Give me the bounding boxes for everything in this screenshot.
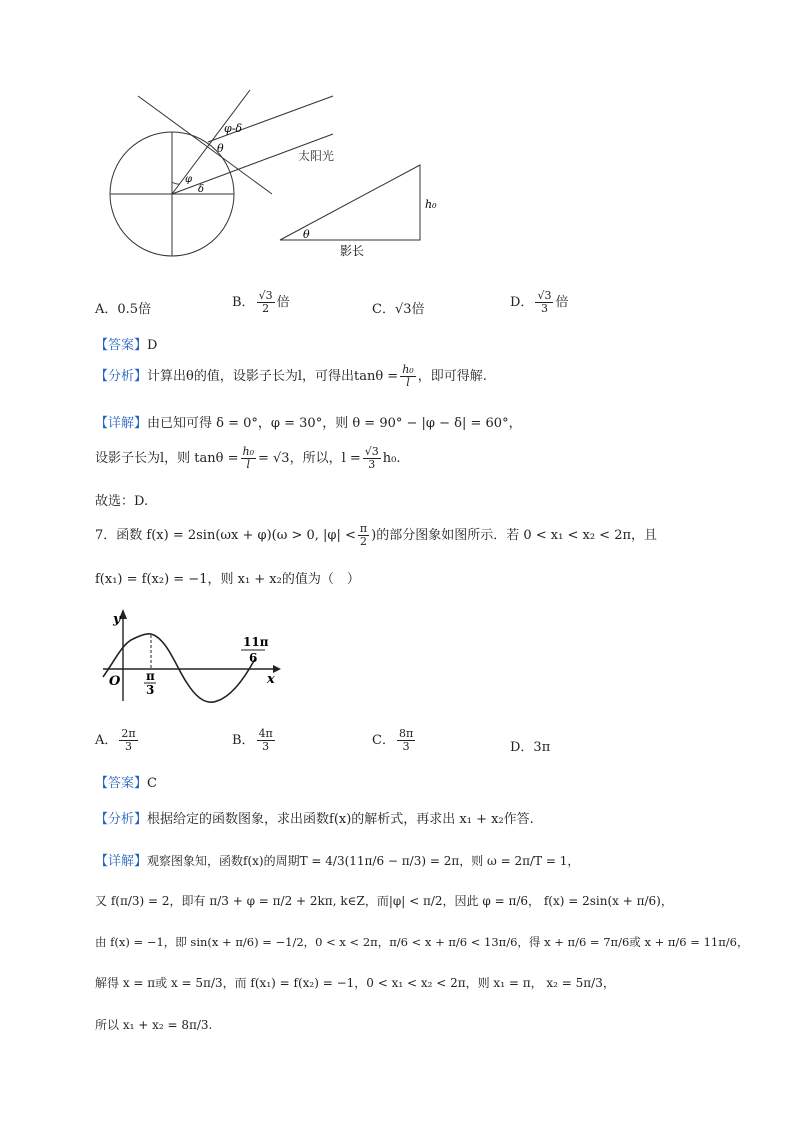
q6-detail-2 (95, 446, 401, 471)
frac-num: h₀ (402, 363, 414, 376)
frac-den: 2 (262, 302, 270, 315)
frac-den: 3 (402, 740, 410, 753)
q7-answer (95, 772, 157, 791)
q6-conclusion: 故选：D. (95, 494, 149, 509)
answer-tag: 【答案】 (95, 338, 148, 353)
analysis-tag: 【分析】 (95, 812, 148, 827)
frac-den: 3 (368, 458, 376, 471)
q7-detail-2: 又 f(π/3) = 2，即有 π/3 + φ = π/2 + 2kπ, k∈Z，而|φ| < π/2，因此 φ = π/6， f(x) = 2sin(x + π/6)， (95, 894, 673, 908)
frac-den: 3 (262, 740, 270, 753)
x-label: x (267, 672, 275, 687)
frac-den: l (406, 376, 410, 389)
sunray-lower (172, 134, 333, 194)
detail-2c: h₀. (382, 451, 401, 466)
sunlight-figure (100, 90, 450, 270)
frac-num: √3 (537, 289, 552, 302)
label-shadow-length: 影长 (340, 244, 365, 258)
frac-num: √3 (364, 445, 379, 458)
frac-num: h₀ (242, 445, 254, 458)
detail-2b: = √3，所以，l = (258, 451, 361, 466)
q7-detail-3: 由 f(x) = −1，即 sin(x + π/6) = −1/2，0 < x < 2π，π/6 < x + π/6 < 13π/6，得 x + π/6 = 7π/6或 x + π/6 = 11π/6， (95, 935, 749, 949)
detail-tag: 【详解】 (95, 416, 148, 431)
tangent-line (138, 96, 272, 194)
option-b-prefix: B． (232, 295, 255, 310)
option-d-prefix: D． (510, 295, 534, 310)
option-d (510, 290, 568, 315)
analysis-text: 根据给定的函数图象，求出函数f(x)的解析式，再求出 x₁ + x₂作答. (147, 812, 534, 827)
frac-num: √3 (258, 289, 273, 302)
q7-option-c-prefix: C． (372, 733, 395, 748)
label-phi: φ (185, 174, 193, 185)
analysis-text-a: 计算出θ的值，设影子长为l，可得出tanθ = (147, 369, 399, 384)
option-b (232, 290, 290, 315)
answer-tag: 【答案】 (95, 776, 148, 791)
detail-frac-2 (363, 446, 381, 471)
frac-num: 8π (398, 727, 414, 740)
label-theta-top: θ (217, 142, 224, 155)
q6-answer (95, 334, 157, 353)
option-d-suffix: 倍 (555, 295, 569, 310)
q7-detail-1 (95, 850, 579, 869)
q7-option-c (372, 728, 417, 753)
q7-option-b (232, 728, 277, 753)
option-d-frac (535, 290, 553, 315)
q7-stem-1 (95, 523, 657, 548)
y-label: y (113, 612, 121, 627)
frac-den: l (246, 458, 251, 471)
q7-option-c-frac (397, 728, 415, 753)
detail-tag: 【详解】 (95, 854, 148, 869)
analysis-frac (400, 364, 416, 389)
label-theta-triangle: θ (303, 228, 310, 241)
q7-option-b-prefix: B． (232, 733, 255, 748)
tick-pi-num: π (146, 669, 155, 683)
q7-option-d: D．3π (510, 740, 551, 755)
answer-value: C (147, 776, 157, 791)
q7-detail-5: 所以 x₁ + x₂ = 8π/3. (95, 1018, 213, 1032)
q7-stem-frac (358, 523, 369, 548)
tick-pi-den: 3 (146, 683, 155, 697)
q7-option-a-frac (119, 728, 137, 753)
q7-analysis (95, 808, 534, 827)
frac-num: 2π (121, 727, 136, 740)
frac-den: 3 (125, 740, 132, 753)
shadow-triangle (280, 165, 420, 240)
frac-den: 3 (540, 302, 548, 315)
option-b-frac (257, 290, 275, 315)
tick-11pi-num: 11π (243, 635, 269, 649)
label-phi-delta: φ-δ (224, 122, 243, 135)
label-delta: δ (198, 184, 205, 195)
tick-11pi-den: 6 (249, 651, 258, 665)
q7-option-a-prefix: A． (95, 733, 118, 748)
analysis-text-b: ，即可得解. (417, 369, 487, 384)
q7-stem-b: )的部分图象如图所示．若 0 < x₁ < x₂ < 2π，且 (371, 528, 658, 543)
sine-graph (95, 605, 285, 705)
q7-stem-a: 7．函数 f(x) = 2sin(ωx + φ)(ω > 0, |φ| < (95, 528, 356, 543)
answer-value: D (147, 338, 158, 353)
q7-option-b-frac (257, 728, 275, 753)
detail-frac-1 (241, 446, 257, 471)
frac-num: π (359, 522, 368, 535)
detail-text: 观察图象知，函数f(x)的周期T = 4/3(11π/6 − π/3) = 2π，则 ω = 2π/T = 1， (147, 854, 580, 868)
q7-option-a (95, 728, 140, 753)
phi-arc (172, 182, 180, 184)
q6-detail-1 (95, 412, 522, 431)
frac-den: 2 (360, 535, 368, 548)
option-a: A．0.5倍 (95, 302, 152, 317)
frac-num: 4π (258, 727, 273, 740)
analysis-tag: 【分析】 (95, 369, 148, 384)
label-sunlight: 太阳光 (298, 149, 335, 163)
detail-2a: 设影子长为l，则 tanθ = (95, 451, 239, 466)
q6-analysis (95, 364, 487, 389)
q7-stem-2: f(x₁) = f(x₂) = −1，则 x₁ + x₂的值为（ ） (95, 572, 360, 587)
radius-line (172, 90, 250, 194)
origin-label: O (109, 674, 121, 689)
detail-text: 由已知可得 δ = 0°，φ = 30°，则 θ = 90° − |φ − δ| = 60°， (147, 416, 522, 431)
option-b-suffix: 倍 (276, 295, 290, 310)
sunray-upper (208, 96, 333, 142)
label-h0: h₀ (425, 198, 437, 211)
q7-detail-4: 解得 x = π或 x = 5π/3，而 f(x₁) = f(x₂) = −1，0 < x₁ < x₂ < 2π，则 x₁ = π， x₂ = 5π/3， (95, 976, 615, 990)
option-c: C．√3倍 (372, 302, 425, 317)
